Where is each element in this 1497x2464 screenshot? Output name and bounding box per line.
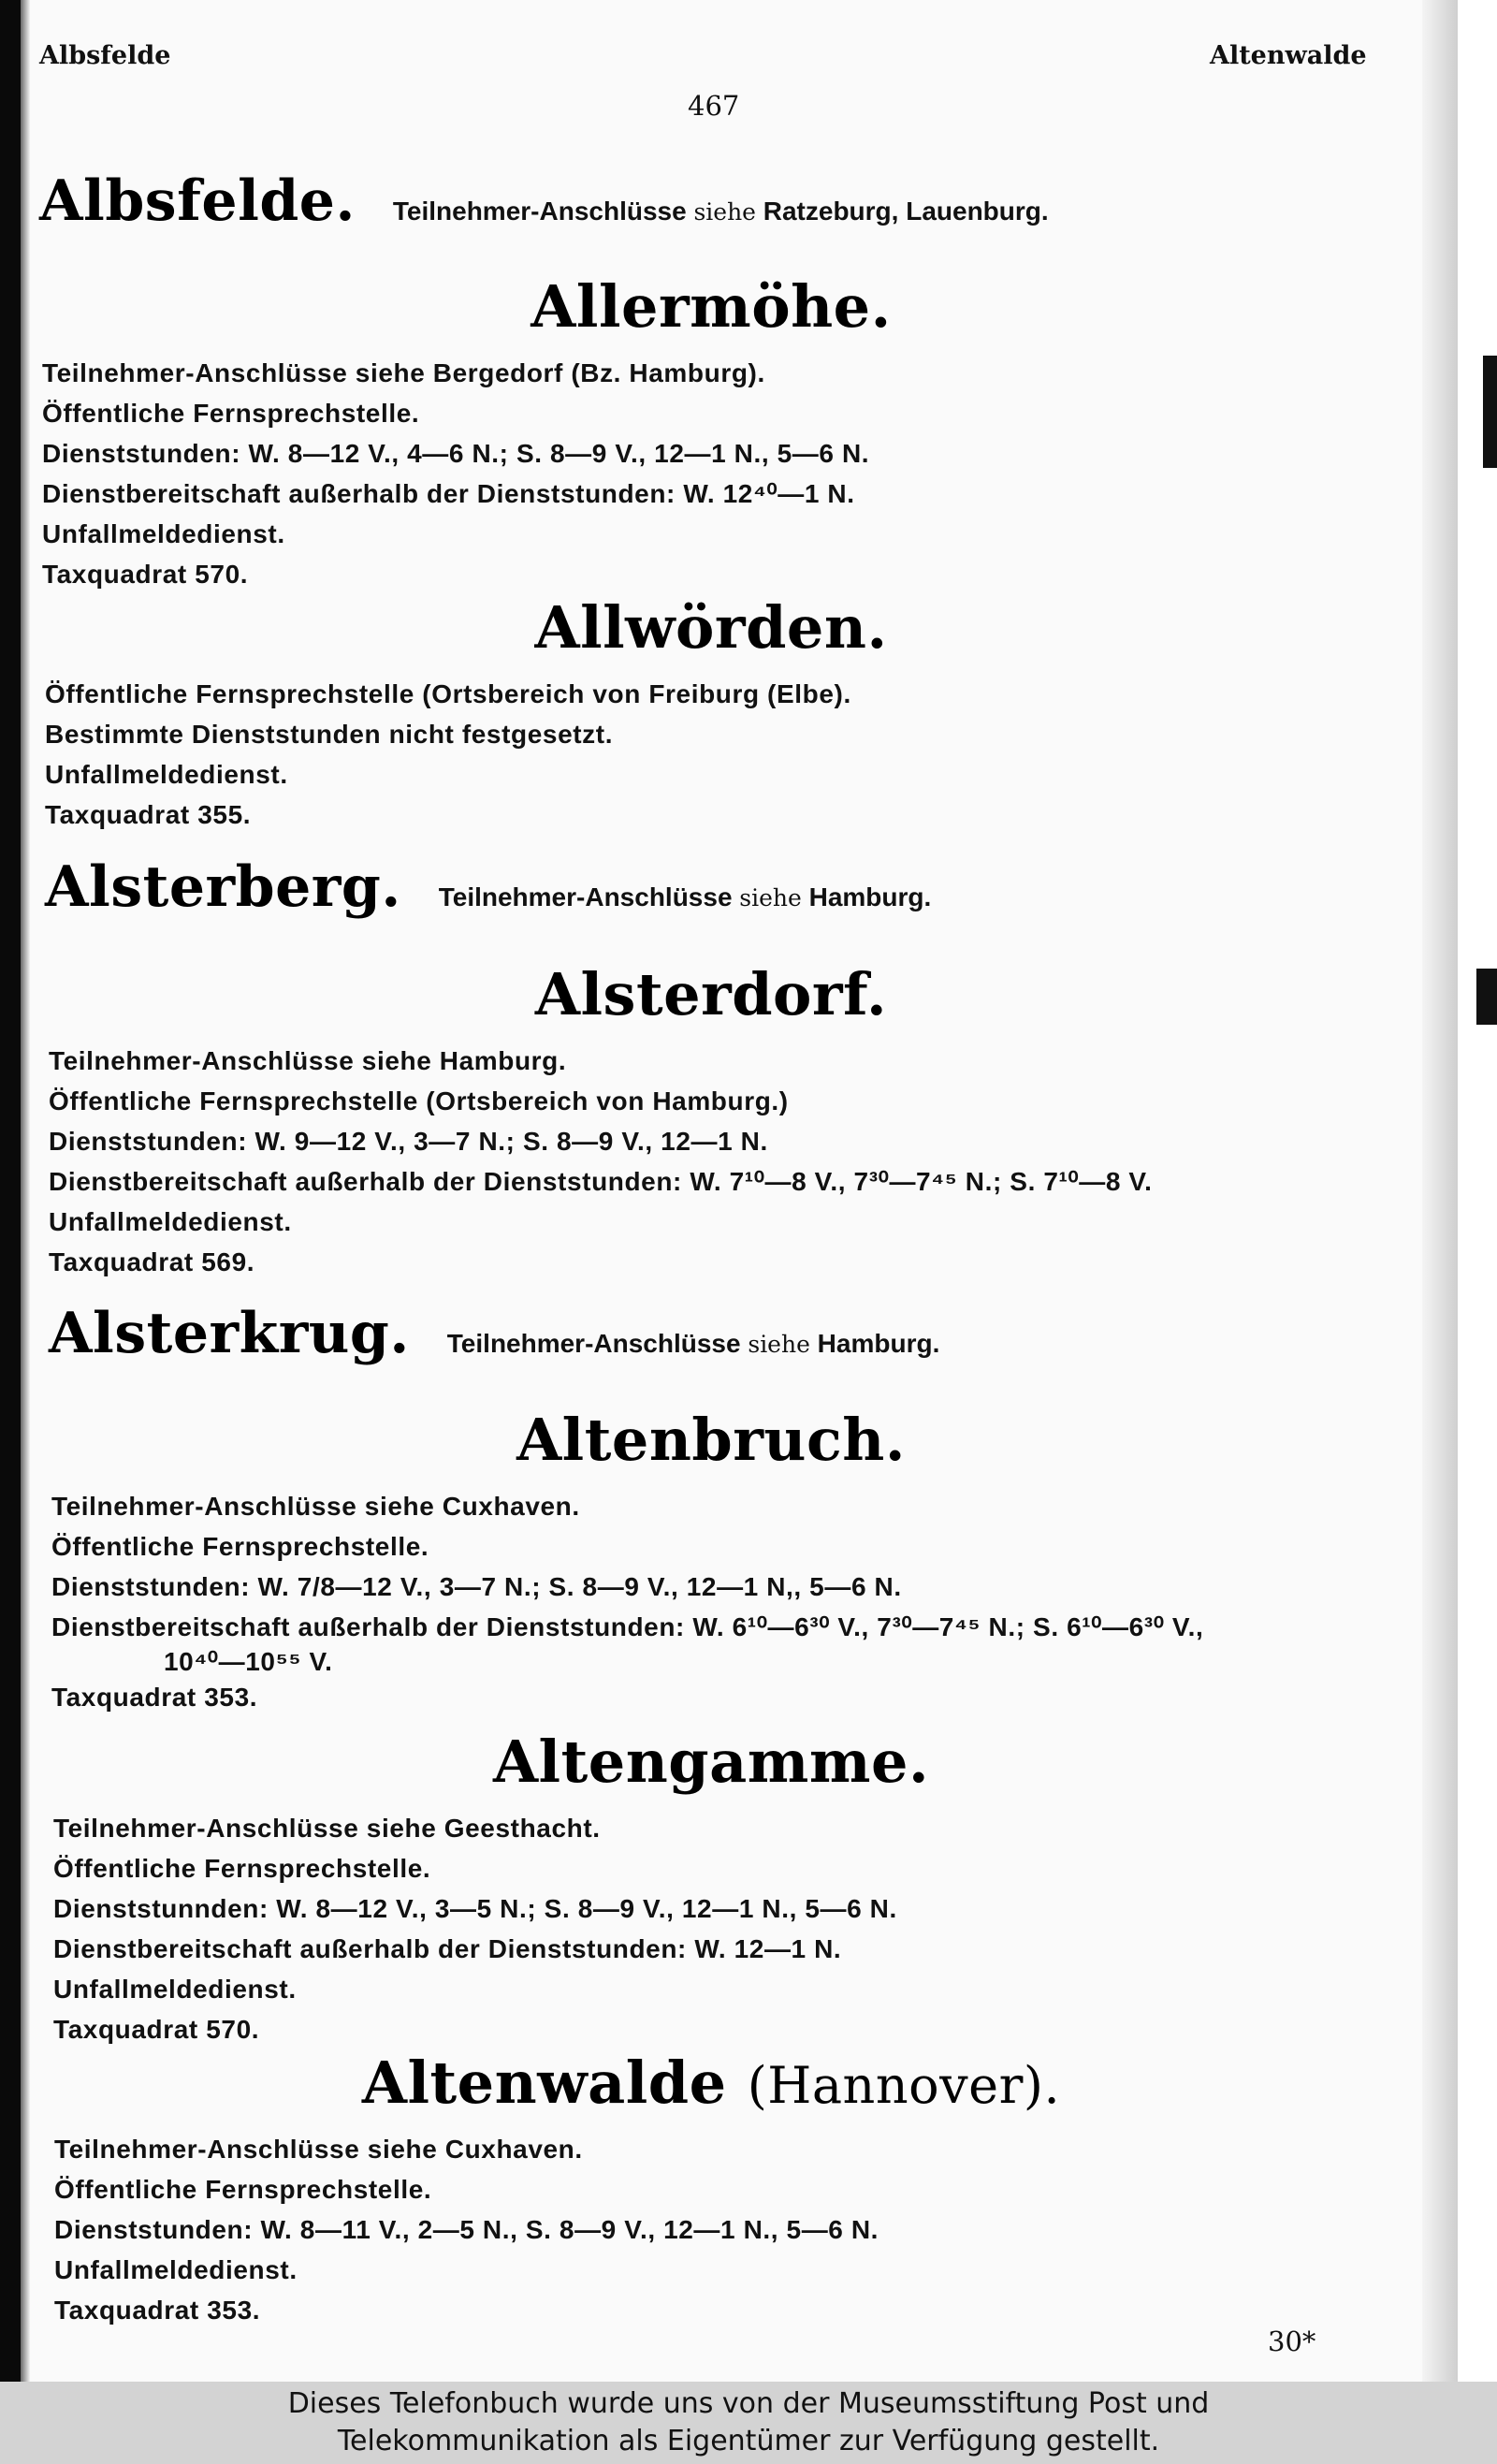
entry-line: Unfallmeldedienst. xyxy=(42,519,285,548)
entry-line: Dienstbereitschaft außerhalb der Dienststunden: W. 6¹⁰—6³⁰ V., 7³⁰—7⁴⁵ N.; S. 6¹⁰—6³⁰ V., xyxy=(51,1612,1204,1641)
entry-line: Unfallmeldedienst. xyxy=(45,760,288,789)
cross-reference: Teilnehmer-Anschlüsse siehe Ratzeburg, Lauenburg. xyxy=(392,197,1049,226)
entry-line: Taxquadrat 570. xyxy=(42,560,249,589)
place-heading: Allwörden. xyxy=(534,593,888,662)
entry-line: Dienstbereitschaft außerhalb der Dienststunden: W. 7¹⁰—8 V., 7³⁰—7⁴⁵ N.; S. 7¹⁰—8 V. xyxy=(49,1167,1153,1196)
place-heading xyxy=(0,2048,1422,2117)
place-heading: Albsfelde. xyxy=(39,168,356,234)
entry-allermoehe xyxy=(0,272,1422,594)
entry-line: Teilnehmer-Anschlüsse siehe Hamburg. xyxy=(49,1046,567,1075)
running-head-left: Albsfelde xyxy=(39,41,171,70)
page-number: 467 xyxy=(688,90,740,122)
entry-line: Taxquadrat 569. xyxy=(49,1247,255,1276)
entry-albsfelde xyxy=(39,168,1461,234)
place-heading: Allermöhe. xyxy=(530,272,892,341)
entry-line: Öffentliche Fernsprechstelle. xyxy=(42,399,420,428)
entry-line: Unfallmeldedienst. xyxy=(53,1975,297,2004)
entry-allwoerden xyxy=(0,593,1422,835)
place-heading: Alsterberg. xyxy=(45,854,401,920)
entry-line: Taxquadrat 353. xyxy=(54,2296,261,2325)
place-heading: Alsterkrug. xyxy=(49,1301,410,1366)
entry-line: Öffentliche Fernsprechstelle. xyxy=(51,1532,429,1561)
place-heading: Altengamme. xyxy=(492,1728,930,1796)
attribution-footer xyxy=(0,2382,1497,2464)
entry-line: Dienststunden: W. 8—12 V., 4—6 N.; S. 8—9 V., 12—1 N., 5—6 N. xyxy=(42,439,870,468)
entry-line: Teilnehmer-Anschlüsse siehe Bergedorf (Bz. Hamburg). xyxy=(42,358,765,387)
page-edge-shadow xyxy=(1422,0,1458,2382)
entry-line: Bestimmte Dienststunden nicht festgesetzt. xyxy=(45,720,614,749)
entry-line: Dienststunnden: W. 8—12 V., 3—5 N.; S. 8—9 V., 12—1 N., 5—6 N. xyxy=(53,1894,897,1923)
entry-altenwalde xyxy=(0,2048,1422,2330)
place-heading: Alsterdorf. xyxy=(534,960,888,1028)
entry-alsterkrug xyxy=(49,1301,1471,1366)
footer-line: Telekommunikation als Eigentümer zur Verfügung gestellt. xyxy=(337,2425,1160,2457)
place-name: Altenwalde xyxy=(361,2048,727,2117)
entry-alsterberg xyxy=(45,854,1467,920)
entry-line: Dienststunden: W. 7/8—12 V., 3—7 N.; S. 8—9 V., 12—1 N,, 5—6 N. xyxy=(51,1572,902,1601)
entry-line: Taxquadrat 353. xyxy=(51,1683,258,1712)
footer-line: Dieses Telefonbuch wurde uns von der Museumsstiftung Post und xyxy=(287,2387,1210,2420)
entry-altengamme xyxy=(0,1728,1422,2049)
entry-line: Taxquadrat 355. xyxy=(45,800,252,829)
entry-line: Dienstbereitschaft außerhalb der Dienststunden: W. 12—1 N. xyxy=(53,1934,842,1963)
entry-line: Dienstbereitschaft außerhalb der Dienststunden: W. 12⁴⁰—1 N. xyxy=(42,479,855,508)
edge-print-mark xyxy=(1483,356,1497,468)
cross-reference: Teilnehmer-Anschlüsse siehe Hamburg. xyxy=(438,882,932,911)
place-heading: Altenbruch. xyxy=(516,1406,906,1474)
entry-line: Öffentliche Fernsprechstelle (Ortsbereich von Freiburg (Elbe). xyxy=(45,679,851,708)
signature-mark: 30* xyxy=(1268,2325,1316,2357)
entry-altenbruch xyxy=(0,1406,1422,1717)
entry-line: Dienststunden: W. 9—12 V., 3—7 N.; S. 8—9 V., 12—1 N. xyxy=(49,1127,768,1156)
entry-line: Teilnehmer-Anschlüsse siehe Geesthacht. xyxy=(53,1814,601,1843)
entry-line: Öffentliche Fernsprechstelle. xyxy=(54,2175,432,2204)
entry-line: Taxquadrat 570. xyxy=(53,2015,260,2044)
entry-alsterdorf xyxy=(0,960,1422,1282)
entry-line-continued: 10⁴⁰—10⁵⁵ V. xyxy=(164,1647,333,1676)
running-head-right: Altenwalde xyxy=(1210,41,1367,70)
entry-line: Unfallmeldedienst. xyxy=(49,1207,292,1236)
entry-line: Teilnehmer-Anschlüsse siehe Cuxhaven. xyxy=(51,1492,580,1521)
entry-line: Unfallmeldedienst. xyxy=(54,2255,298,2284)
cross-reference: Teilnehmer-Anschlüsse siehe Hamburg. xyxy=(446,1329,940,1358)
entry-line: Öffentliche Fernsprechstelle. xyxy=(53,1854,431,1883)
entry-line: Teilnehmer-Anschlüsse siehe Cuxhaven. xyxy=(54,2135,583,2164)
edge-print-mark xyxy=(1476,969,1497,1025)
entry-line: Öffentliche Fernsprechstelle (Ortsbereich von Hamburg.) xyxy=(49,1086,789,1115)
entry-line: Dienststunden: W. 8—11 V., 2—5 N., S. 8—9 V., 12—1 N., 5—6 N. xyxy=(54,2215,879,2244)
place-region: (Hannover). xyxy=(747,2056,1061,2115)
